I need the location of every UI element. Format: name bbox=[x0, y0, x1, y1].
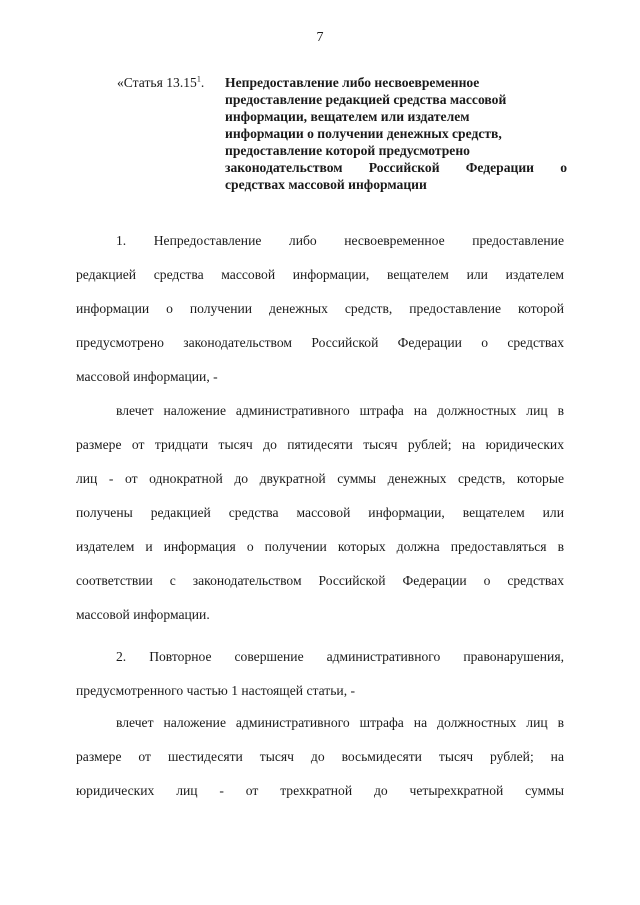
paragraph-line: лиц - от однократной до двукратной суммы денежных средств, которые bbox=[76, 471, 564, 486]
paragraph-line: получены редакцией средства массовой информации, вещателем или bbox=[76, 505, 564, 520]
article-title-line: Непредоставление либо несвоевременное bbox=[225, 75, 480, 90]
paragraph-text bbox=[76, 640, 564, 708]
paragraph-line: издателем и информация о получении которых должна предоставляться в bbox=[76, 539, 564, 554]
page-number: 7 bbox=[316, 30, 324, 45]
article-title-line: предоставление которой предусмотрено bbox=[225, 143, 470, 158]
paragraph-line: соответствии с законодательством Российской Федерации о средствах bbox=[76, 573, 564, 588]
paragraph-line: массовой информации. bbox=[76, 607, 210, 622]
article-heading bbox=[117, 74, 567, 193]
paragraph-line: 2. Повторное совершение административного правонарушения, bbox=[116, 649, 564, 664]
paragraph-4 bbox=[76, 706, 564, 808]
article-title-line: информации о получении денежных средств, bbox=[225, 126, 502, 141]
paragraph-2 bbox=[76, 394, 564, 632]
paragraph-line: юридических лиц - от трехкратной до четырехкратной суммы bbox=[76, 783, 564, 798]
paragraph-3 bbox=[76, 640, 564, 708]
paragraph-line: влечет наложение административного штрафа на должностных лиц в bbox=[116, 403, 564, 418]
article-title-line: средствах массовой информации bbox=[225, 177, 427, 192]
paragraph-text bbox=[76, 394, 564, 632]
paragraph-line: размере от тридцати тысяч до пятидесяти тысяч рублей; на юридических bbox=[76, 437, 564, 452]
article-title-line: предоставление редакцией средства массовой bbox=[225, 92, 507, 107]
article-title bbox=[225, 74, 567, 193]
paragraph-line: массовой информации, - bbox=[76, 369, 218, 384]
article-label-text: «Статья 13.15 bbox=[117, 75, 197, 90]
paragraph-line: размере от шестидесяти тысяч до восьмидесяти тысяч рублей; на bbox=[76, 749, 564, 764]
article-label-superscript: 1 bbox=[196, 74, 201, 84]
article-label-suffix: . bbox=[200, 75, 205, 90]
paragraph-line: предусмотренного частью 1 настоящей статьи, - bbox=[76, 683, 356, 698]
paragraph-line: 1. Непредоставление либо несвоевременное предоставление bbox=[116, 233, 564, 248]
paragraph-line: предусмотрено законодательством Российской Федерации о средствах bbox=[76, 335, 564, 350]
paragraph-line: редакцией средства массовой информации, вещателем или издателем bbox=[76, 267, 564, 282]
paragraph-line: информации о получении денежных средств, предоставление которой bbox=[76, 301, 564, 316]
article-label bbox=[117, 74, 204, 91]
paragraph-line: влечет наложение административного штрафа на должностных лиц в bbox=[116, 715, 564, 730]
article-title-line: информации, вещателем или издателем bbox=[225, 109, 470, 124]
article-title-line: законодательством Российской Федерации о bbox=[225, 160, 567, 175]
paragraph-1 bbox=[76, 224, 564, 394]
paragraph-text bbox=[76, 706, 564, 808]
paragraph-text bbox=[76, 224, 564, 394]
